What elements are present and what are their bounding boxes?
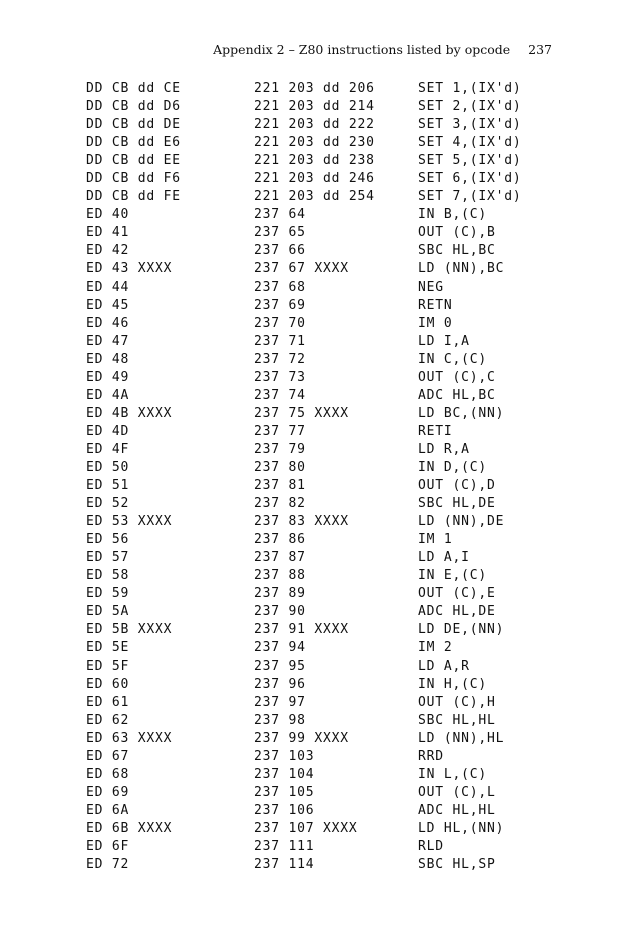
decimal-opcode: 237 68 bbox=[254, 279, 306, 295]
hex-opcode: ED 57 bbox=[86, 550, 130, 566]
decimal-opcode: 237 70 bbox=[254, 315, 306, 331]
mnemonic: LD I,A bbox=[418, 333, 470, 349]
hex-opcode: ED 43 XXXX bbox=[86, 261, 173, 277]
hex-opcode: ED 63 XXXX bbox=[86, 730, 173, 746]
opcode-row bbox=[0, 80, 630, 98]
opcode-row bbox=[0, 423, 630, 441]
hex-opcode: DD CB dd EE bbox=[86, 153, 181, 169]
mnemonic: SET 2,(IX'd) bbox=[418, 99, 522, 115]
mnemonic: IM 2 bbox=[418, 640, 453, 656]
hex-opcode: ED 48 bbox=[86, 351, 130, 367]
mnemonic: ADC HL,BC bbox=[418, 387, 496, 403]
mnemonic: SBC HL,HL bbox=[418, 712, 496, 728]
decimal-opcode: 237 104 bbox=[254, 766, 315, 782]
mnemonic: LD A,I bbox=[418, 550, 470, 566]
decimal-opcode: 221 203 dd 254 bbox=[254, 189, 375, 205]
mnemonic: LD (NN),BC bbox=[418, 261, 505, 277]
opcode-row bbox=[0, 152, 630, 170]
opcode-row bbox=[0, 459, 630, 477]
opcode-row bbox=[0, 820, 630, 838]
opcode-row bbox=[0, 495, 630, 513]
mnemonic: SET 1,(IX'd) bbox=[418, 81, 522, 96]
hex-opcode: ED 45 bbox=[86, 297, 130, 313]
mnemonic: IN E,(C) bbox=[418, 568, 488, 584]
hex-opcode: ED 51 bbox=[86, 478, 130, 494]
decimal-opcode: 237 73 bbox=[254, 369, 306, 385]
opcode-row bbox=[0, 405, 630, 423]
hex-opcode: ED 53 XXXX bbox=[86, 514, 173, 530]
opcode-row bbox=[0, 639, 630, 657]
mnemonic: RETI bbox=[418, 423, 453, 439]
mnemonic: LD A,R bbox=[418, 658, 470, 674]
decimal-opcode: 237 98 bbox=[254, 712, 306, 728]
opcode-row bbox=[0, 838, 630, 856]
mnemonic: SBC HL,SP bbox=[418, 857, 496, 873]
page-header bbox=[213, 42, 552, 57]
decimal-opcode: 237 75 XXXX bbox=[254, 405, 349, 421]
hex-opcode: ED 5A bbox=[86, 604, 130, 620]
mnemonic: RRD bbox=[418, 748, 444, 764]
mnemonic: OUT (C),L bbox=[418, 784, 496, 800]
opcode-row bbox=[0, 333, 630, 351]
opcode-row bbox=[0, 279, 630, 297]
opcode-row bbox=[0, 351, 630, 369]
opcode-row bbox=[0, 567, 630, 585]
hex-opcode: ED 56 bbox=[86, 532, 130, 548]
mnemonic: LD (NN),HL bbox=[418, 730, 505, 746]
hex-opcode: ED 61 bbox=[86, 694, 130, 710]
hex-opcode: ED 49 bbox=[86, 369, 130, 385]
opcode-row bbox=[0, 242, 630, 260]
hex-opcode: DD CB dd F6 bbox=[86, 171, 181, 187]
decimal-opcode: 237 72 bbox=[254, 351, 306, 367]
hex-opcode: ED 4A bbox=[86, 387, 130, 403]
opcode-row bbox=[0, 531, 630, 549]
mnemonic: OUT (C),C bbox=[418, 369, 496, 385]
hex-opcode: DD CB dd CE bbox=[86, 81, 181, 96]
mnemonic: IN B,(C) bbox=[418, 207, 488, 223]
hex-opcode: ED 5E bbox=[86, 640, 130, 656]
decimal-opcode: 237 66 bbox=[254, 243, 306, 259]
decimal-opcode: 237 114 bbox=[254, 857, 315, 873]
opcode-row bbox=[0, 784, 630, 802]
decimal-opcode: 237 74 bbox=[254, 387, 306, 403]
mnemonic: OUT (C),D bbox=[418, 478, 496, 494]
page-title: Appendix 2 – Z80 instructions listed by opcode bbox=[213, 42, 511, 57]
mnemonic: RETN bbox=[418, 297, 453, 313]
mnemonic: ADC HL,HL bbox=[418, 802, 496, 818]
opcode-row bbox=[0, 441, 630, 459]
page-number: 237 bbox=[528, 42, 552, 57]
opcode-row bbox=[0, 116, 630, 134]
decimal-opcode: 237 64 bbox=[254, 207, 306, 223]
mnemonic: IN H,(C) bbox=[418, 676, 488, 692]
mnemonic: LD HL,(NN) bbox=[418, 820, 505, 836]
hex-opcode: ED 4B XXXX bbox=[86, 405, 173, 421]
mnemonic: OUT (C),H bbox=[418, 694, 496, 710]
mnemonic: IM 1 bbox=[418, 532, 453, 548]
hex-opcode: DD CB dd D6 bbox=[86, 99, 181, 115]
mnemonic: SET 3,(IX'd) bbox=[418, 117, 522, 133]
mnemonic: SET 7,(IX'd) bbox=[418, 189, 522, 205]
hex-opcode: DD CB dd E6 bbox=[86, 135, 181, 151]
mnemonic: IN C,(C) bbox=[418, 351, 488, 367]
decimal-opcode: 237 81 bbox=[254, 478, 306, 494]
decimal-opcode: 237 65 bbox=[254, 225, 306, 241]
hex-opcode: ED 44 bbox=[86, 279, 130, 295]
decimal-opcode: 237 105 bbox=[254, 784, 315, 800]
hex-opcode: ED 59 bbox=[86, 586, 130, 602]
opcode-row bbox=[0, 621, 630, 639]
hex-opcode: ED 46 bbox=[86, 315, 130, 331]
hex-opcode: ED 60 bbox=[86, 676, 130, 692]
hex-opcode: ED 5B XXXX bbox=[86, 622, 173, 638]
decimal-opcode: 237 86 bbox=[254, 532, 306, 548]
hex-opcode: ED 62 bbox=[86, 712, 130, 728]
mnemonic: SBC HL,DE bbox=[418, 496, 496, 512]
decimal-opcode: 237 91 XXXX bbox=[254, 622, 349, 638]
hex-opcode: ED 4F bbox=[86, 441, 130, 457]
decimal-opcode: 237 89 bbox=[254, 586, 306, 602]
opcode-row bbox=[0, 315, 630, 333]
opcode-row bbox=[0, 676, 630, 694]
mnemonic: RLD bbox=[418, 838, 444, 854]
opcode-row bbox=[0, 585, 630, 603]
decimal-opcode: 237 96 bbox=[254, 676, 306, 692]
decimal-opcode: 221 203 dd 246 bbox=[254, 171, 375, 187]
opcode-row bbox=[0, 224, 630, 242]
decimal-opcode: 237 90 bbox=[254, 604, 306, 620]
hex-opcode: ED 68 bbox=[86, 766, 130, 782]
decimal-opcode: 237 80 bbox=[254, 459, 306, 475]
decimal-opcode: 237 82 bbox=[254, 496, 306, 512]
mnemonic: LD BC,(NN) bbox=[418, 405, 505, 421]
mnemonic: LD (NN),DE bbox=[418, 514, 505, 530]
decimal-opcode: 221 203 dd 206 bbox=[254, 81, 375, 96]
mnemonic: NEG bbox=[418, 279, 444, 295]
decimal-opcode: 221 203 dd 230 bbox=[254, 135, 375, 151]
opcode-row bbox=[0, 188, 630, 206]
decimal-opcode: 237 94 bbox=[254, 640, 306, 656]
opcode-row bbox=[0, 134, 630, 152]
opcode-row bbox=[0, 387, 630, 405]
decimal-opcode: 221 203 dd 238 bbox=[254, 153, 375, 169]
mnemonic: SET 5,(IX'd) bbox=[418, 153, 522, 169]
opcode-row bbox=[0, 260, 630, 278]
hex-opcode: ED 6B XXXX bbox=[86, 820, 173, 836]
mnemonic: SET 4,(IX'd) bbox=[418, 135, 522, 151]
mnemonic: IN L,(C) bbox=[418, 766, 488, 782]
decimal-opcode: 237 103 bbox=[254, 748, 315, 764]
opcode-row bbox=[0, 98, 630, 116]
mnemonic: IN D,(C) bbox=[418, 459, 488, 475]
decimal-opcode: 237 77 bbox=[254, 423, 306, 439]
decimal-opcode: 237 67 XXXX bbox=[254, 261, 349, 277]
decimal-opcode: 221 203 dd 214 bbox=[254, 99, 375, 115]
hex-opcode: ED 40 bbox=[86, 207, 130, 223]
mnemonic: IM 0 bbox=[418, 315, 453, 331]
opcode-row bbox=[0, 748, 630, 766]
decimal-opcode: 237 79 bbox=[254, 441, 306, 457]
hex-opcode: ED 50 bbox=[86, 459, 130, 475]
hex-opcode: ED 52 bbox=[86, 496, 130, 512]
mnemonic: ADC HL,DE bbox=[418, 604, 496, 620]
opcode-row bbox=[0, 477, 630, 495]
mnemonic: LD R,A bbox=[418, 441, 470, 457]
decimal-opcode: 221 203 dd 222 bbox=[254, 117, 375, 133]
opcode-row bbox=[0, 730, 630, 748]
opcode-row bbox=[0, 694, 630, 712]
opcode-row bbox=[0, 856, 630, 874]
hex-opcode: ED 42 bbox=[86, 243, 130, 259]
opcode-row bbox=[0, 206, 630, 224]
opcode-row bbox=[0, 549, 630, 567]
opcode-row bbox=[0, 658, 630, 676]
hex-opcode: ED 67 bbox=[86, 748, 130, 764]
opcode-row bbox=[0, 603, 630, 621]
mnemonic: SET 6,(IX'd) bbox=[418, 171, 522, 187]
opcode-row bbox=[0, 513, 630, 531]
hex-opcode: ED 4D bbox=[86, 423, 130, 439]
decimal-opcode: 237 111 bbox=[254, 838, 315, 854]
opcode-row bbox=[0, 802, 630, 820]
hex-opcode: DD CB dd DE bbox=[86, 117, 181, 133]
mnemonic: OUT (C),B bbox=[418, 225, 496, 241]
hex-opcode: ED 58 bbox=[86, 568, 130, 584]
opcode-row bbox=[0, 712, 630, 730]
decimal-opcode: 237 88 bbox=[254, 568, 306, 584]
decimal-opcode: 237 83 XXXX bbox=[254, 514, 349, 530]
decimal-opcode: 237 106 bbox=[254, 802, 315, 818]
opcode-row bbox=[0, 766, 630, 784]
mnemonic: SBC HL,BC bbox=[418, 243, 496, 259]
opcode-row bbox=[0, 297, 630, 315]
opcode-row bbox=[0, 170, 630, 188]
hex-opcode: ED 5F bbox=[86, 658, 130, 674]
hex-opcode: DD CB dd FE bbox=[86, 189, 181, 205]
decimal-opcode: 237 97 bbox=[254, 694, 306, 710]
decimal-opcode: 237 71 bbox=[254, 333, 306, 349]
opcode-table bbox=[0, 80, 630, 874]
opcode-row bbox=[0, 369, 630, 387]
hex-opcode: ED 47 bbox=[86, 333, 130, 349]
hex-opcode: ED 69 bbox=[86, 784, 130, 800]
decimal-opcode: 237 99 XXXX bbox=[254, 730, 349, 746]
decimal-opcode: 237 107 XXXX bbox=[254, 820, 358, 836]
decimal-opcode: 237 95 bbox=[254, 658, 306, 674]
decimal-opcode: 237 69 bbox=[254, 297, 306, 313]
hex-opcode: ED 41 bbox=[86, 225, 130, 241]
hex-opcode: ED 72 bbox=[86, 857, 130, 873]
hex-opcode: ED 6A bbox=[86, 802, 130, 818]
mnemonic: OUT (C),E bbox=[418, 586, 496, 602]
mnemonic: LD DE,(NN) bbox=[418, 622, 505, 638]
hex-opcode: ED 6F bbox=[86, 838, 130, 854]
decimal-opcode: 237 87 bbox=[254, 550, 306, 566]
